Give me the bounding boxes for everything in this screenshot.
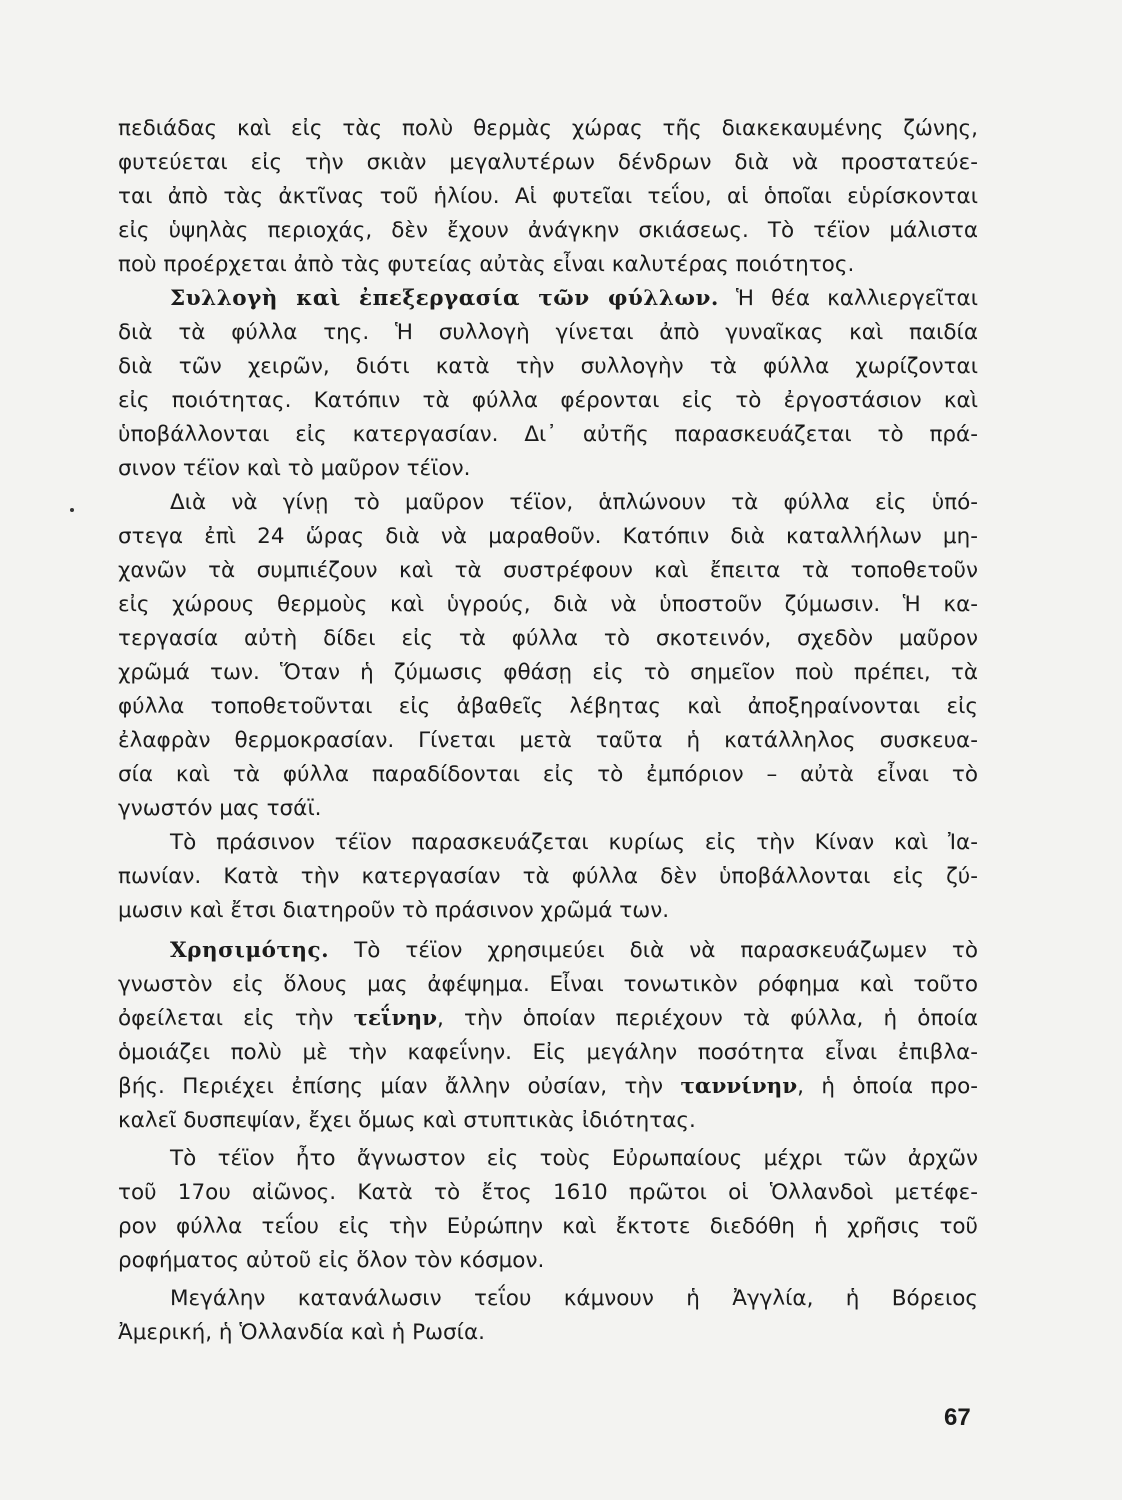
text-line: ται ἀπὸ τὰς ἀκτῖνας τοῦ ἡλίου. Αἱ φυτεῖαι τεΐου, αἱ ὁποῖαι εὑρίσκονται [118, 184, 978, 209]
text-fragment: Τὸ τέϊον χρησιμεύει διὰ νὰ παρασκευάζωμεν τὸ [329, 938, 978, 963]
text-line: Τὸ πράσινον τέϊον παρασκευάζεται κυρίως εἰς τὴν Κίναν καὶ Ἰα- [170, 830, 978, 855]
text-line [118, 1002, 978, 1036]
text-line: διὰ τῶν χειρῶν, διότι κατὰ τὴν συλλογὴν τὰ φύλλα χωρίζονται [118, 354, 978, 379]
text-line: γνωστόν μας τσάϊ. [118, 796, 322, 821]
paragraph [118, 1282, 978, 1350]
text-line: ροφήματος αὐτοῦ εἰς ὅλον τὸν κόσμον. [118, 1248, 545, 1273]
text-line: χανῶν τὰ συμπιέζουν καὶ τὰ συστρέφουν καὶ ἔπειτα τὰ τοποθετοῦν [118, 558, 978, 583]
paragraph [118, 826, 978, 928]
text-line: τοῦ 17ου αἰῶνος. Κατὰ τὸ ἔτος 1610 πρῶτοι οἱ Ὁλλανδοὶ μετέφε- [118, 1180, 978, 1205]
text-line: ὁμοιάζει πολὺ μὲ τὴν καφεΐνην. Εἰς μεγάλην ποσότητα εἶναι ἐπιβλα- [118, 1040, 978, 1065]
text-line: φυτεύεται εἰς τὴν σκιὰν μεγαλυτέρων δένδρων διὰ νὰ προστατεύε- [118, 150, 978, 175]
margin-dot [70, 508, 74, 512]
text-line [118, 1070, 978, 1104]
text-line: Μεγάλην κατανάλωσιν τεΐου κάμνουν ἡ Ἀγγλία, ἡ Βόρειος [170, 1286, 978, 1311]
text-line: Τὸ τέϊον ἦτο ἄγνωστον εἰς τοὺς Εὐρωπαίους μέχρι τῶν ἀρχῶν [170, 1146, 978, 1171]
text-line: γνωστὸν εἰς ὅλους μας ἀφέψημα. Εἶναι τονωτικὸν ρόφημα καὶ τοῦτο [118, 972, 978, 997]
text-line: τεργασία αὐτὴ δίδει εἰς τὰ φύλλα τὸ σκοτεινόν, σχεδὸν μαῦρον [118, 626, 978, 651]
text-fragment: , τὴν ὁποίαν περιέχουν τὰ φύλλα, ἡ ὁποία [437, 1006, 978, 1031]
page-number: 67 [944, 1404, 971, 1431]
paragraph [118, 1142, 978, 1278]
text-fragment: Ἡ θέα καλλιεργεῖται [718, 286, 978, 311]
text-line: εἰς χώρους θερμοὺς καὶ ὑγρούς, διὰ νὰ ὑποστοῦν ζύμωσιν. Ἡ κα- [118, 592, 978, 617]
text-line: Διὰ νὰ γίνῃ τὸ μαῦρον τέϊον, ἁπλώνουν τὰ φύλλα εἰς ὑπό- [170, 490, 978, 515]
section-heading: Συλλογὴ καὶ ἐπεξεργασία τῶν φύλλων. [170, 286, 719, 311]
text-fragment: βής. Περιέχει ἐπίσης μίαν ἄλλην οὐσίαν, τὴν [118, 1074, 664, 1099]
text-line: ρον φύλλα τεΐου εἰς τὴν Εὐρώπην καὶ ἔκτοτε διεδόθη ἡ χρῆσις τοῦ [118, 1214, 978, 1239]
text-line: πωνίαν. Κατὰ τὴν κατεργασίαν τὰ φύλλα δὲν ὑποβάλλονται εἰς ζύ- [118, 864, 978, 889]
page-body [118, 112, 978, 1350]
text-line: χρῶμά των. Ὅταν ἡ ζύμωσις φθάσῃ εἰς τὸ σημεῖον ποὺ πρέπει, τὰ [118, 660, 978, 685]
text-line: εἰς ὑψηλὰς περιοχάς, δὲν ἔχουν ἀνάγκην σκιάσεως. Τὸ τέϊον μάλιστα [118, 218, 978, 243]
paragraph [118, 282, 978, 486]
text-line: Ἀμερική, ἡ Ὁλλανδία καὶ ἡ Ρωσία. [118, 1320, 485, 1345]
bold-term-teine: τεΐνην [353, 1006, 438, 1031]
section-heading: Χρησιμότης. [170, 938, 330, 963]
bold-term-tannine: ταννίνην [680, 1074, 798, 1099]
text-line: πεδιάδας καὶ εἰς τὰς πολὺ θερμὰς χώρας τῆς διακεκαυμένης ζώνης, [118, 116, 978, 141]
text-line: διὰ τὰ φύλλα της. Ἡ συλλογὴ γίνεται ἀπὸ γυναῖκας καὶ παιδία [118, 320, 978, 345]
text-line: καλεῖ δυσπεψίαν, ἔχει ὅμως καὶ στυπτικὰς ἰδιότητας. [118, 1108, 696, 1133]
text-line: εἰς ποιότητας. Κατόπιν τὰ φύλλα φέρονται εἰς τὸ ἐργοστάσιον καὶ [118, 388, 978, 413]
paragraph [118, 112, 978, 282]
text-line: μωσιν καὶ ἔτσι διατηροῦν τὸ πράσινον χρῶμά των. [118, 898, 670, 923]
text-fragment: ὀφείλεται εἰς τὴν [118, 1006, 334, 1031]
text-line [118, 934, 978, 968]
paragraph [118, 486, 978, 826]
text-line [118, 282, 978, 316]
text-fragment: , ἡ ὁποία προ- [797, 1074, 979, 1099]
paragraph [118, 934, 978, 1138]
text-line: στεγα ἐπὶ 24 ὥρας διὰ νὰ μαραθοῦν. Κατόπιν διὰ καταλλήλων μη- [118, 524, 978, 549]
text-line: φύλλα τοποθετοῦνται εἰς ἀβαθεῖς λέβητας καὶ ἀποξηραίνονται εἰς [118, 694, 978, 719]
text-line: ἐλαφρὰν θερμοκρασίαν. Γίνεται μετὰ ταῦτα ἡ κατάλληλος συσκευα- [118, 728, 978, 753]
text-line: ποὺ προέρχεται ἀπὸ τὰς φυτείας αὐτὰς εἶναι καλυτέρας ποιότητος. [118, 252, 855, 277]
text-line: ὑποβάλλονται εἰς κατεργασίαν. Δι᾽ αὐτῆς παρασκευάζεται τὸ πρά- [118, 422, 978, 447]
text-line: σινον τέϊον καὶ τὸ μαῦρον τέϊον. [118, 456, 471, 481]
text-line: σία καὶ τὰ φύλλα παραδίδονται εἰς τὸ ἐμπόριον – αὐτὰ εἶναι τὸ [118, 762, 978, 787]
